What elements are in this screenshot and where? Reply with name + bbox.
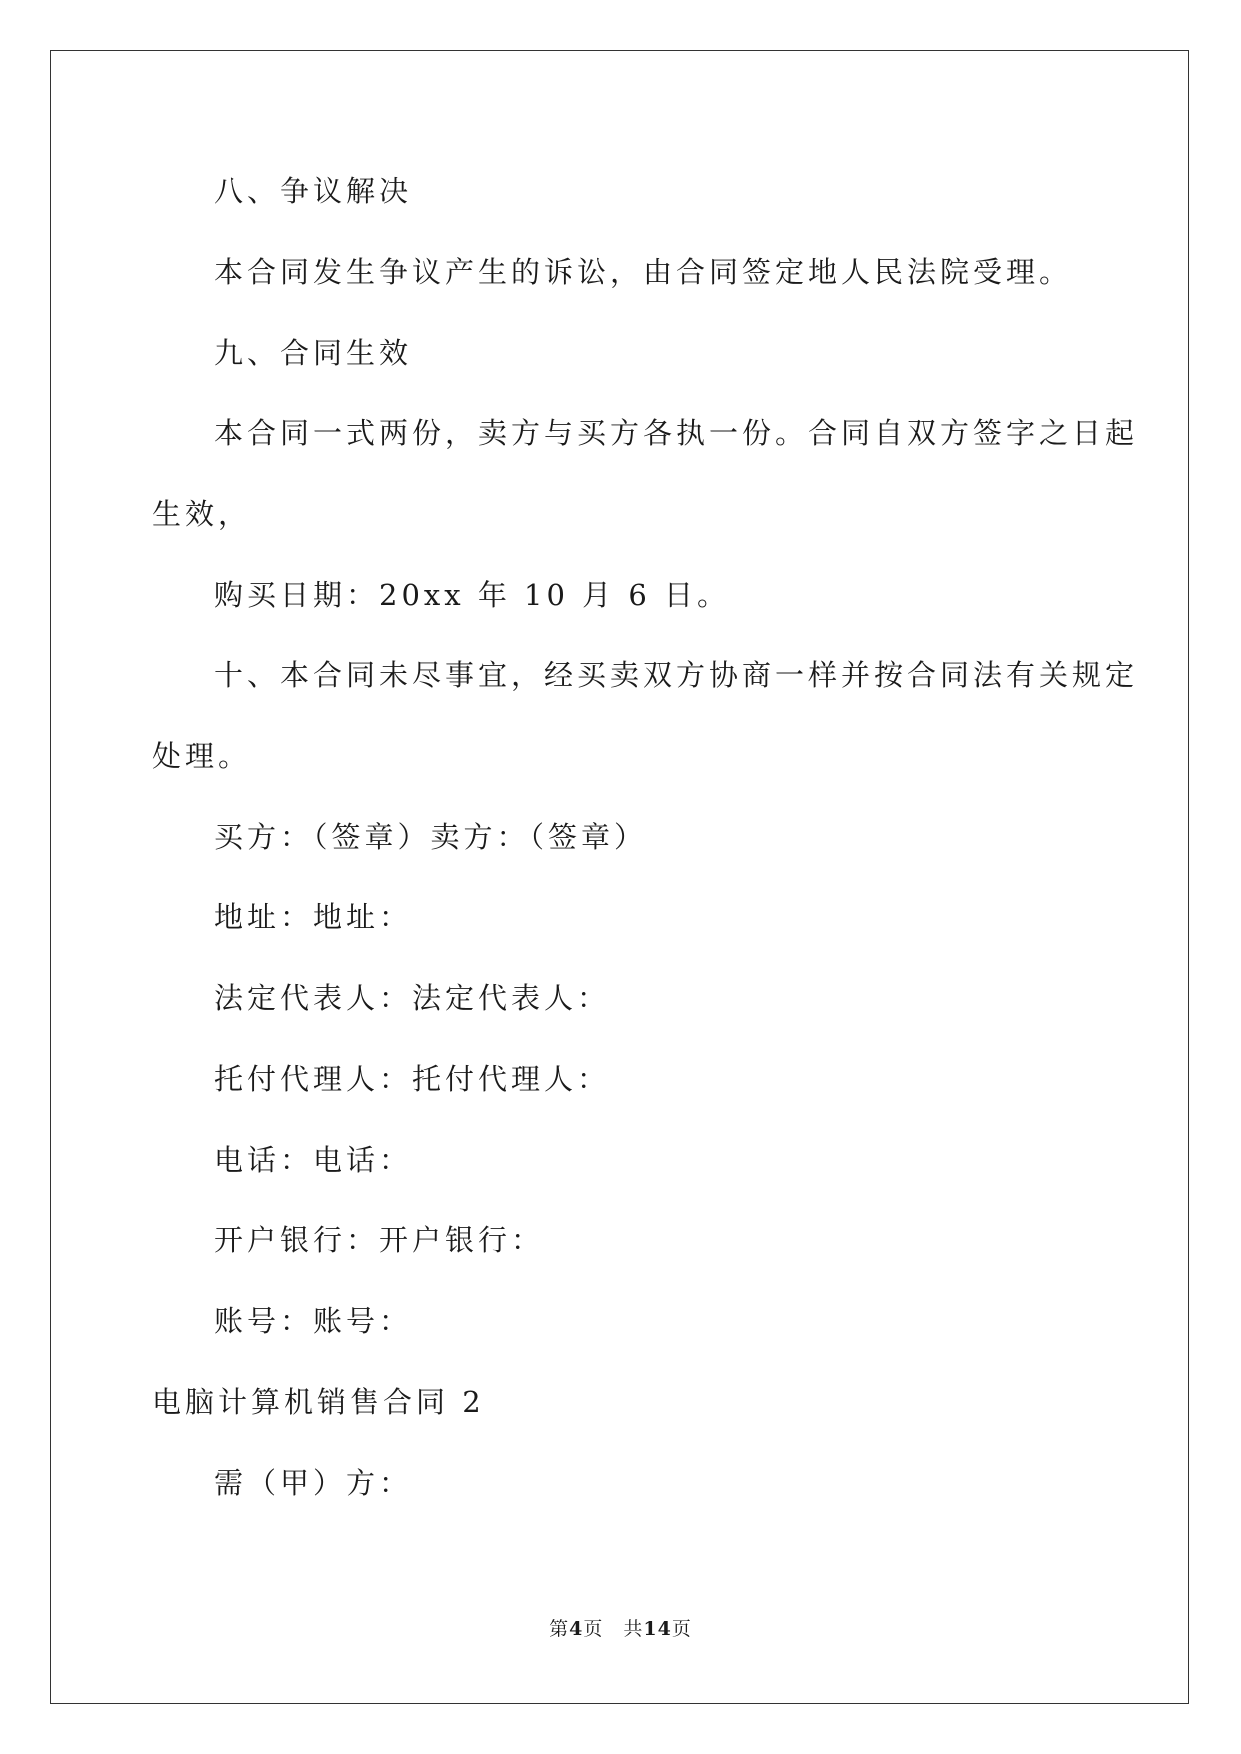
section-ten-line-1: 十、本合同未尽事宜，经买卖双方协商一样并按合同法有关规定 (214, 658, 1139, 692)
section-ten-line-2: 处理。 (152, 739, 252, 773)
account-line: 账号：账号： (214, 1304, 413, 1338)
footer-page-number: 4 (569, 1618, 584, 1640)
page-footer (0, 1617, 1241, 1641)
effective-paragraph-line-1: 本合同一式两份，卖方与买方各执一份。合同自双方签字之日起 (214, 416, 1139, 450)
section-heading-dispute: 八、争议解决 (214, 174, 413, 208)
footer-total-unit: 页 (671, 1618, 692, 1640)
effective-paragraph-line-2: 生效， (152, 497, 252, 531)
demand-party-line: 需（甲）方： (214, 1466, 413, 1500)
footer-prefix: 第 (549, 1618, 570, 1640)
purchase-date: 购买日期：20xx 年 10 月 6 日。 (214, 578, 731, 612)
agent-line: 托付代理人：托付代理人： (214, 1062, 611, 1096)
signature-line: 买方：（签章）卖方：（签章） (214, 820, 648, 854)
page-border (50, 50, 1189, 1704)
dispute-paragraph: 本合同发生争议产生的诉讼，由合同签定地人民法院受理。 (214, 255, 1073, 289)
section-heading-effective: 九、合同生效 (214, 336, 413, 370)
contract-title: 电脑计算机销售合同 2 (152, 1385, 485, 1419)
footer-page-unit: 页 (583, 1618, 604, 1640)
bank-line: 开户银行：开户银行： (214, 1223, 545, 1257)
footer-total-pages: 14 (643, 1618, 672, 1640)
legal-representative-line: 法定代表人：法定代表人： (214, 981, 611, 1015)
phone-line: 电话：电话： (214, 1143, 413, 1177)
address-line: 地址：地址： (214, 900, 413, 934)
footer-total-prefix: 共 (623, 1618, 644, 1640)
